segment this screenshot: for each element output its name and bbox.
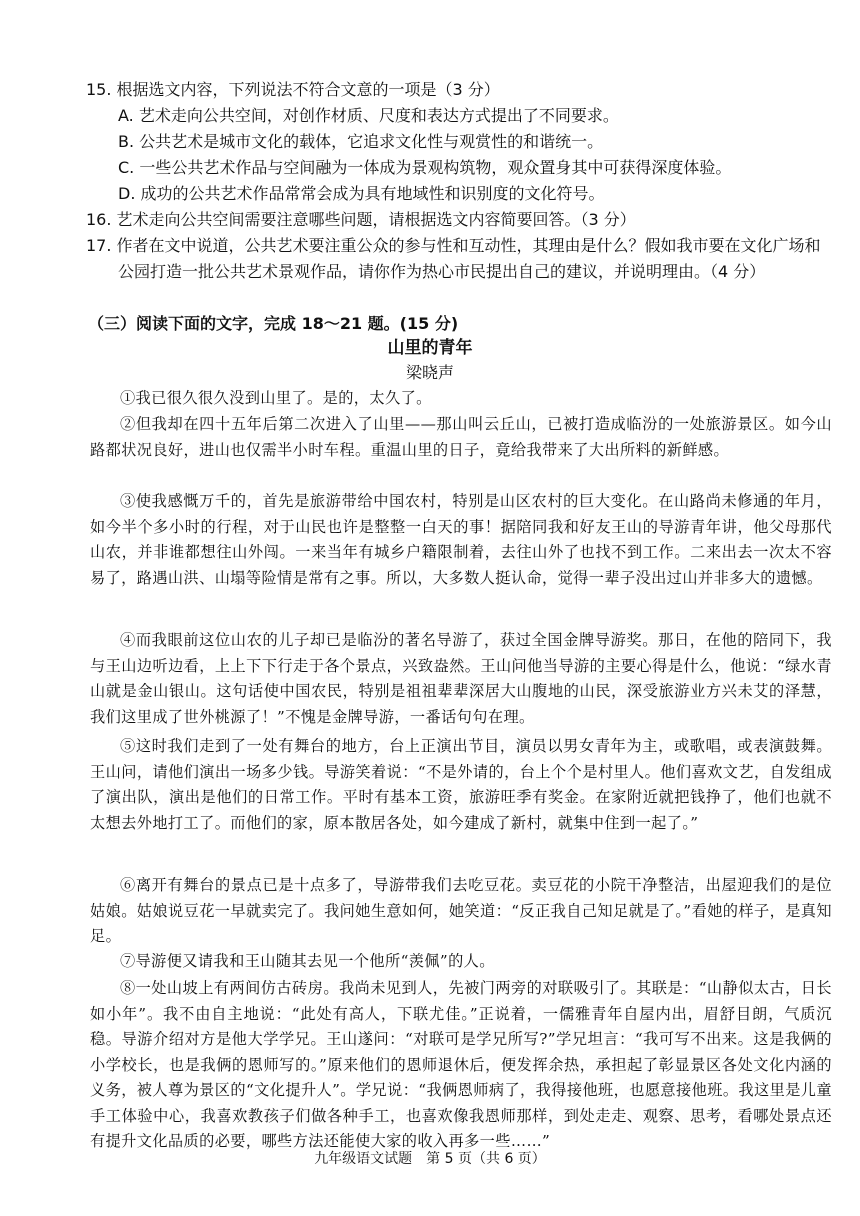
question-15-option-b: B. 公共艺术是城市文化的载体，它追求文化性与观赏性的和谐统一。 <box>118 132 604 151</box>
page-footer: 九年级语文试题 第 5 页（共 6 页） <box>314 1151 546 1167</box>
paragraph-5: ⑤这时我们走到了一处有舞台的地方，台上正演出节目，演员以男女青年为主，或歌唱，或表演鼓舞。王山问，请他们演出一场多少钱。导游笑着说：“不是外请的，台上个个是村里人。他们喜欢文艺，自发组成了演出队，演出是他们的日常工作。平时有基本工资，旅游旺季有奖金。在家附近就把钱挣了，他们也就不太想去外地打工了。而他们的家，原本散居各处，如今建成了新村，就集中住到一起了。” <box>90 737 832 832</box>
paragraph-7: ⑦导游便又请我和王山随其去见一个他所“羡佩”的人。 <box>120 952 495 970</box>
paragraph-6: ⑥离开有舞台的景点已是十点多了，导游带我们去吃豆花。卖豆花的小院干净整洁，出屋迎我们的是位姑娘。姑娘说豆花一早就卖完了。我问她生意如何，她笑道：“反正我自己知足就是了。”看她的样子，是真知足。 <box>90 876 832 945</box>
question-15-stem: 15. 根据选文内容，下列说法不符合文意的一项是（3 分） <box>86 80 500 99</box>
article-title: 山里的青年 <box>387 338 473 358</box>
paragraph-1: ①我已很久很久没到山里了。是的，太久了。 <box>120 389 432 407</box>
paragraph-3: ③使我感慨万千的，首先是旅游带给中国农村，特别是山区农村的巨大变化。在山路尚未修通的年月，如今半个多小时的行程，对于山民也许是整整一白天的事！据陪同我和好友王山的导游青年讲，他父母那代山农，并非谁都想往山外闯。一来当年有城乡户籍限制着，去往山外了也找不到工作。二来出去一次太不容易了，路遇山洪、山塌等险情是常有之事。所以，大多数人挺认命，觉得一辈子没出过山并非多大的遗憾。 <box>90 492 832 587</box>
question-15-option-d: D. 成功的公共艺术作品常常会成为具有地域性和识别度的文化符号。 <box>118 184 605 203</box>
paragraph-2: ②但我却在四十五年后第二次进入了山里——那山叫云丘山，已被打造成临汾的一处旅游景区。如今山路都状况良好，进山也仅需半小时车程。重温山里的日子，竟给我带来了大出所料的新鲜感。 <box>90 415 832 459</box>
question-17: 17. 作者在文中说道，公共艺术要注重公众的参与性和互动性，其理由是什么？假如我市要在文化广场和公园打造一批公共艺术景观作品，请你作为热心市民提出自己的建议，并说明理由。（4 分） <box>86 236 821 281</box>
section-3-heading: （三）阅读下面的文字，完成 18～21 题。(15 分) <box>88 314 459 333</box>
question-16: 16. 艺术走向公共空间需要注意哪些问题，请根据选文内容简要回答。（3 分） <box>86 210 636 229</box>
article-author: 梁晓声 <box>405 363 454 382</box>
paragraph-4: ④而我眼前这位山农的儿子却已是临汾的著名导游了，获过全国金牌导游奖。那日，在他的陪同下，我与王山边听边看，上上下下行走于各个景点，兴致盎然。王山问他当导游的主要心得是什么，他说：“绿水青山就是金山银山。这句话使中国农民，特别是祖祖辈辈深居大山腹地的山民，深受旅游业方兴未艾的泽慧，我们这里成了世外桃源了！”不愧是金牌导游，一番话句句在理。 <box>90 631 832 726</box>
question-15-option-c: C. 一些公共艺术作品与空间融为一体成为景观构筑物，观众置身其中可获得深度体验。 <box>118 158 732 177</box>
paragraph-8: ⑧一处山坡上有两间仿古砖房。我尚未见到人，先被门两旁的对联吸引了。其联是：“山静似太古，日长如小年”。我不由自主地说：“此处有高人，下联尤佳。”正说着，一儒雅青年自屋内出，眉舒目朗，气质沉稳。导游介绍对方是他大学学兄。王山遂问：“对联可是学兄所写?”学兄坦言：“我可写不出来。这是我俩的小学校长，也是我俩的恩师写的。”原来他们的恩师退休后，便发挥余热，承担起了彰显景区各处文化内涵的义务，被人尊为景区的“文化提升人”。学兄说：“我俩恩师病了，我得接他班，也愿意接他班。我这里是儿童手工体验中心，我喜欢教孩子们做各种手工，也喜欢像我恩师那样，到处走走、观察、思考，看哪处景点还有提升文化品质的必要，哪些方法还能使大家的收入再多一些……” <box>90 979 832 1150</box>
question-15-option-a: A. 艺术走向公共空间，对创作材质、尺度和表达方式提出了不同要求。 <box>118 106 619 125</box>
